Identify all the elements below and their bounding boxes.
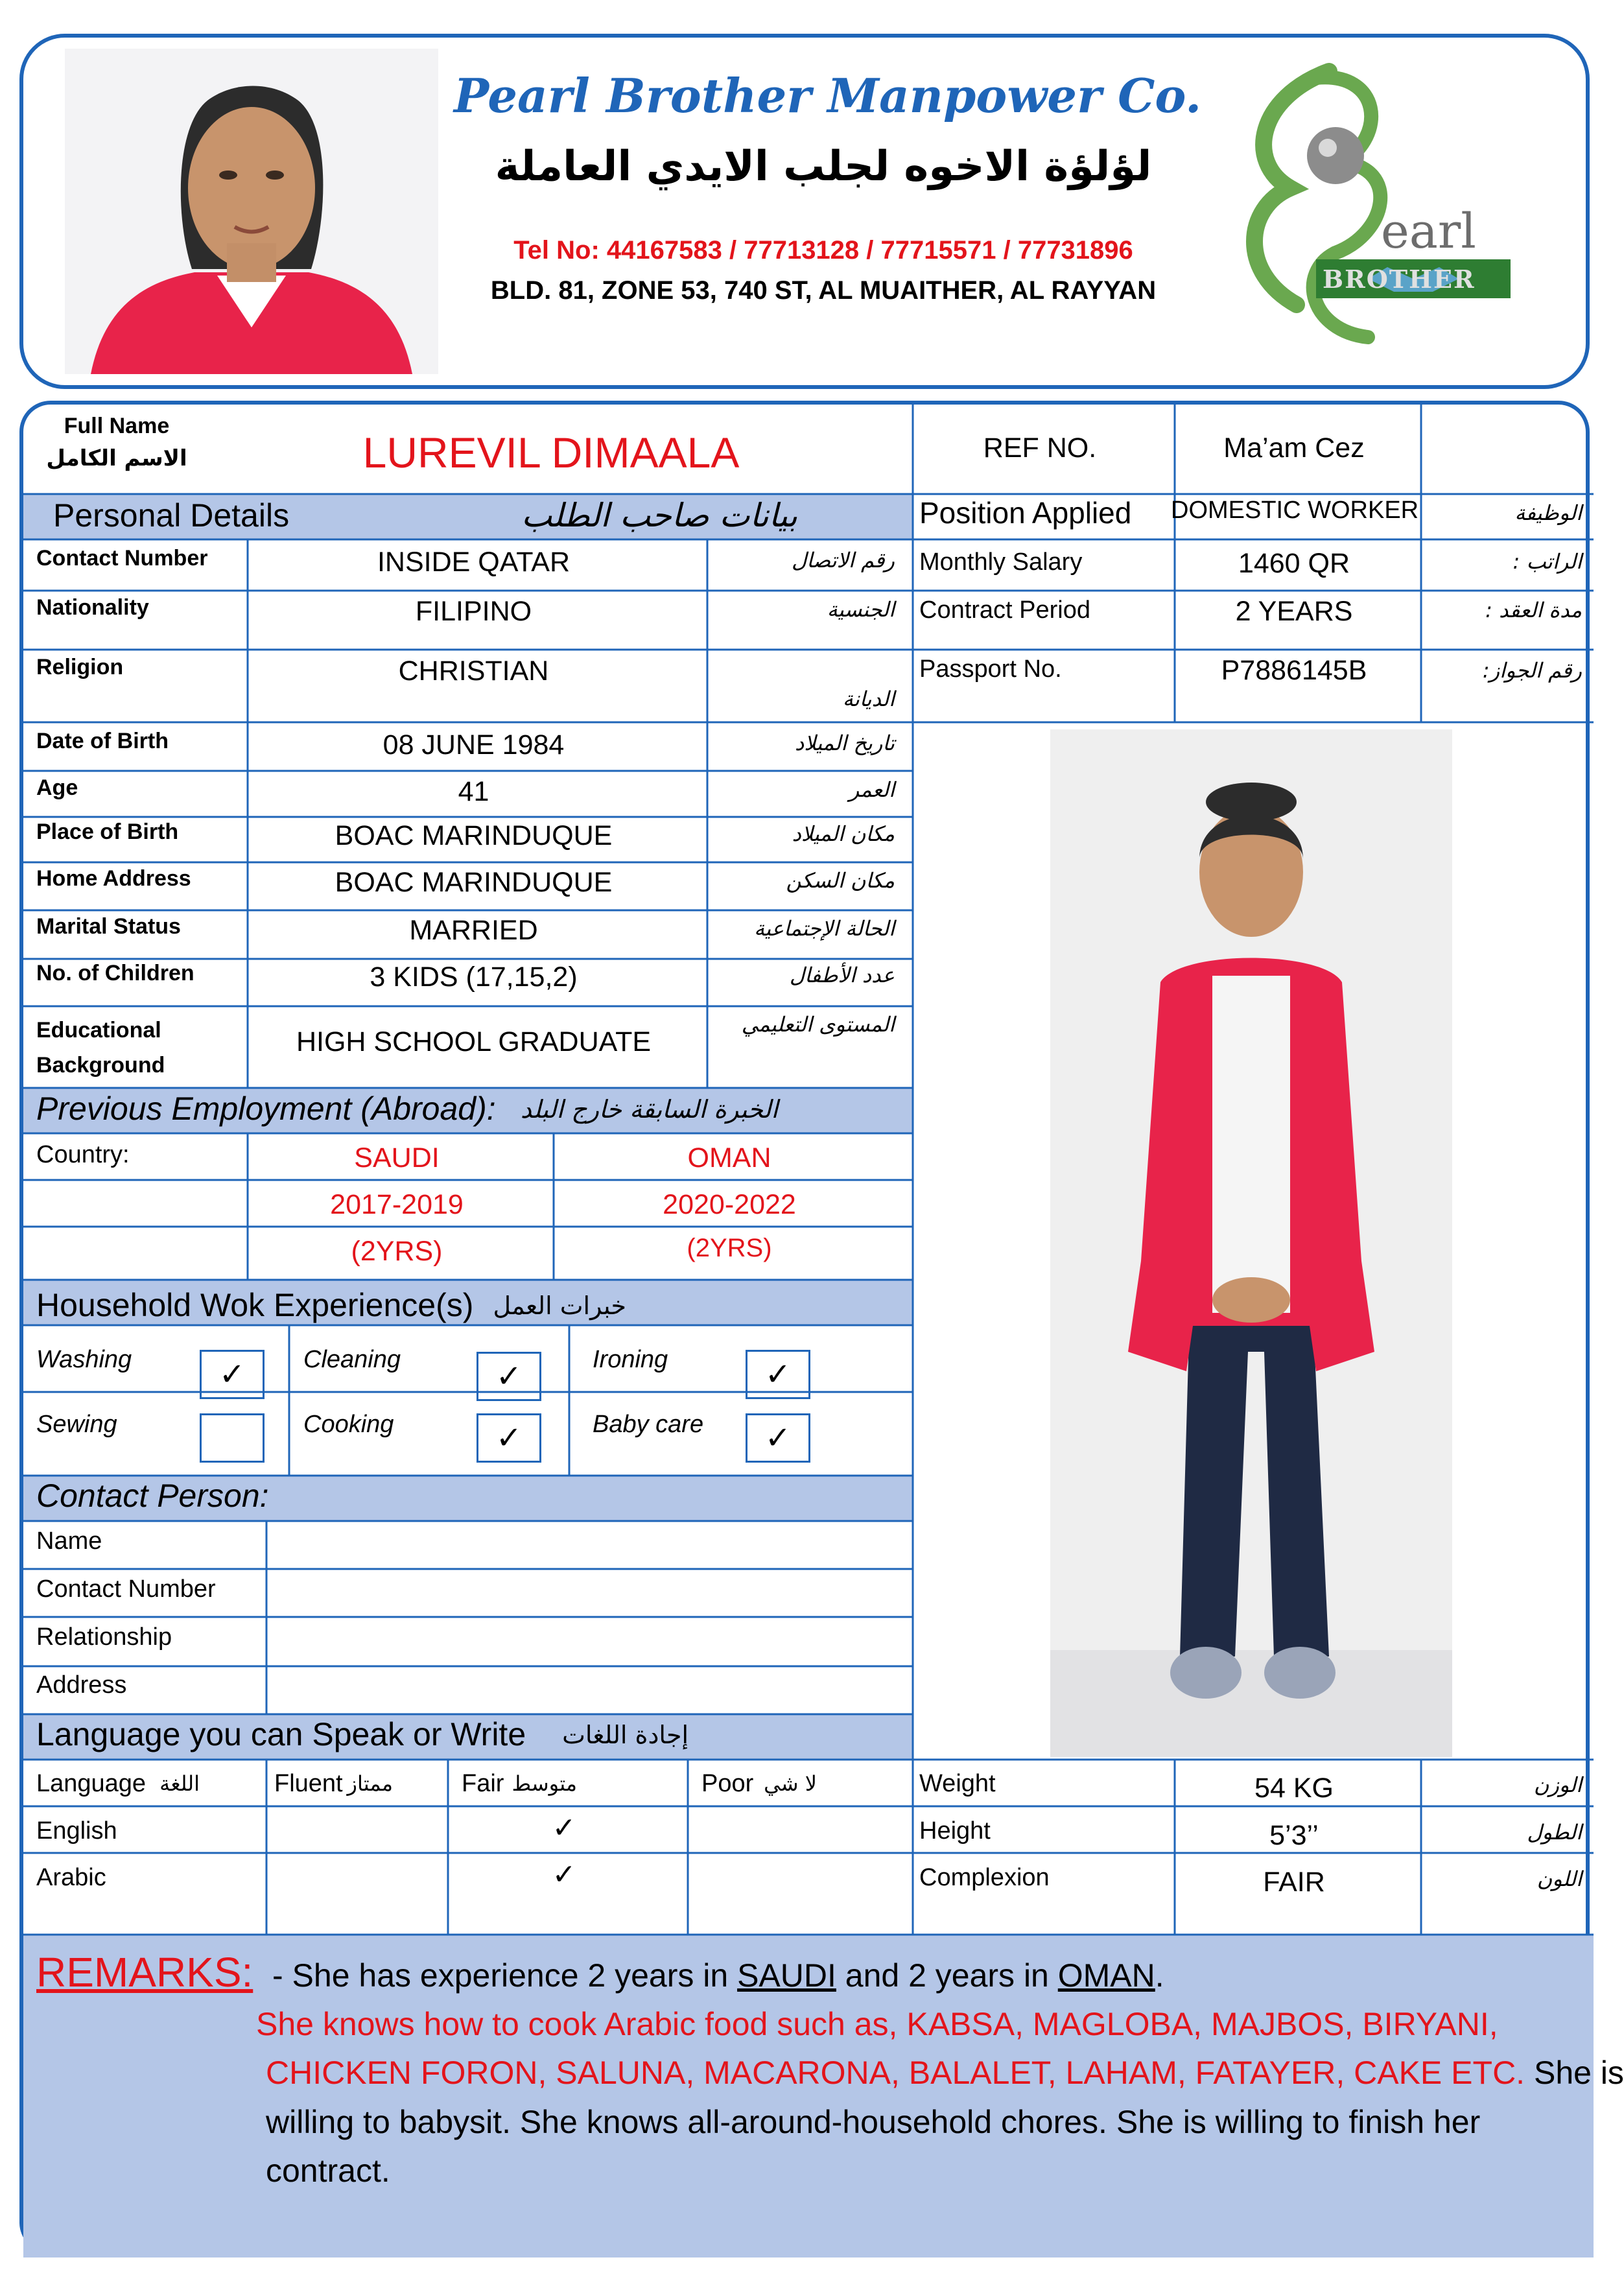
language-row-english: English bbox=[36, 1817, 117, 1845]
skill-baby-care-label: Baby care bbox=[593, 1411, 704, 1438]
poor-header-arabic: لا شي bbox=[764, 1771, 817, 1796]
personal-row-value: BOAC MARINDUQUE bbox=[335, 820, 613, 851]
company-name-arabic: لؤلؤة الاخوه لجلب الايدي العاملة bbox=[495, 143, 1152, 191]
weight-arabic: الوزن bbox=[1533, 1773, 1582, 1797]
skill-sewing-label: Sewing bbox=[36, 1411, 117, 1438]
fair-header-arabic: متوسط bbox=[512, 1771, 577, 1796]
full-name-label-arabic: الاسم الكامل bbox=[46, 445, 187, 471]
personal-row-value: 08 JUNE 1984 bbox=[382, 729, 565, 760]
height-label: Height bbox=[919, 1817, 991, 1845]
household-experience-title: Household Wok Experience(s) bbox=[36, 1287, 474, 1323]
passport-no-arabic: رقم الجواز: bbox=[1482, 658, 1582, 683]
monthly-salary-arabic: الراتب : bbox=[1512, 549, 1582, 574]
full-name-label: Full Name bbox=[64, 414, 170, 438]
personal-row-arabic: تاريخ الميلاد bbox=[795, 731, 895, 755]
remarks-line-1-part-a: - She has experience 2 years in bbox=[272, 1957, 738, 1994]
fair-header: Fair bbox=[462, 1770, 504, 1797]
language-title: Language you can Speak or Write bbox=[36, 1716, 526, 1752]
personal-row-label: Marital Status bbox=[36, 914, 181, 939]
skill-sewing-checkbox[interactable] bbox=[200, 1413, 265, 1463]
language-header-arabic: اللغة bbox=[159, 1771, 200, 1796]
skill-cleaning-label: Cleaning bbox=[303, 1346, 401, 1373]
personal-row-label: Contact Number bbox=[36, 546, 208, 571]
personal-row-value: CHRISTIAN bbox=[398, 655, 549, 687]
personal-row-label: Date of Birth bbox=[36, 729, 169, 753]
language-header: Language bbox=[36, 1770, 147, 1797]
personal-row-value: BOAC MARINDUQUE bbox=[335, 867, 613, 898]
complexion-label: Complexion bbox=[919, 1864, 1050, 1891]
personal-row-label-line-1: Educational bbox=[36, 1018, 161, 1043]
skill-baby-care-checkbox[interactable]: ✓ bbox=[746, 1413, 810, 1463]
personal-row-value: FILIPINO bbox=[415, 596, 532, 627]
personal-row-value: INSIDE QATAR bbox=[377, 547, 571, 578]
employment-duration-2: (2YRS) bbox=[687, 1234, 772, 1262]
personal-details-title: Personal Details bbox=[53, 497, 290, 534]
position-applied-arabic: الوظيفة bbox=[1514, 501, 1582, 525]
remarks-line-1-part-e: . bbox=[1155, 1957, 1164, 1994]
personal-row-arabic: الديانة bbox=[842, 687, 895, 711]
previous-employment-title-arabic: الخبرة السابقة خارج البلد bbox=[520, 1095, 778, 1124]
company-logo bbox=[1219, 58, 1517, 363]
personal-row-arabic: العمر bbox=[849, 777, 895, 802]
contract-period-value: 2 YEARS bbox=[1235, 596, 1353, 627]
skill-cooking-label: Cooking bbox=[303, 1411, 394, 1438]
personal-row-arabic: الحالة الإجتماعية bbox=[754, 916, 895, 941]
fluent-header-arabic: ممتاز bbox=[347, 1771, 393, 1796]
personal-row-label: No. of Children bbox=[36, 961, 194, 985]
personal-row-value: 3 KIDS (17,15,2) bbox=[370, 961, 578, 993]
arabic-fair-mark: ✓ bbox=[552, 1859, 576, 1891]
applicant-full-body-photo bbox=[1050, 729, 1452, 1757]
remarks-line-4: willing to babysit. She knows all-around-household chores. She is willing to finish her bbox=[266, 2104, 1481, 2140]
household-experience-title-arabic: خبرات العمل bbox=[493, 1291, 626, 1320]
poor-header: Poor bbox=[701, 1770, 754, 1797]
skill-washing-label: Washing bbox=[36, 1346, 132, 1373]
country-label: Country: bbox=[36, 1141, 130, 1168]
ref-no-value: Ma’am Cez bbox=[1223, 432, 1365, 464]
height-arabic: الطول bbox=[1527, 1820, 1582, 1845]
remarks-line-2: She knows how to cook Arabic food such as, KABSA, MAGLOBA, MAJBOS, BIRYANI, bbox=[256, 2006, 1498, 2042]
contract-period-label: Contract Period bbox=[919, 596, 1091, 624]
fluent-header: Fluent bbox=[274, 1770, 343, 1797]
remarks-oman: OMAN bbox=[1057, 1957, 1155, 1994]
remarks-line-3-black: She is bbox=[1525, 2055, 1624, 2091]
position-applied-label: Position Applied bbox=[919, 496, 1132, 530]
skill-ironing-checkbox[interactable]: ✓ bbox=[746, 1350, 810, 1399]
personal-row-value: MARRIED bbox=[409, 915, 538, 946]
height-value: 5’3’’ bbox=[1269, 1820, 1319, 1851]
remarks-line-5: contract. bbox=[266, 2152, 390, 2189]
company-name: Pearl Brother Manpower Co. bbox=[454, 68, 1202, 123]
contact-person-address-label: Address bbox=[36, 1671, 127, 1699]
passport-no-value: P7886145B bbox=[1221, 655, 1367, 686]
personal-row-label: Religion bbox=[36, 655, 124, 679]
weight-value: 54 KG bbox=[1254, 1773, 1334, 1804]
personal-row-arabic: عدد الأطفال bbox=[789, 963, 895, 987]
english-fair-mark: ✓ bbox=[552, 1812, 576, 1844]
remarks-line-1 bbox=[272, 1959, 1164, 1992]
applicant-headshot bbox=[65, 49, 438, 374]
company-address: BLD. 81, ZONE 53, 740 ST, AL MUAITHER, AL RAYYAN bbox=[490, 276, 1157, 305]
employment-years-1: 2017-2019 bbox=[330, 1189, 464, 1220]
monthly-salary-value: 1460 QR bbox=[1238, 548, 1350, 579]
employment-years-2: 2020-2022 bbox=[663, 1189, 796, 1220]
skill-washing-checkbox[interactable]: ✓ bbox=[200, 1350, 265, 1399]
passport-no-label: Passport No. bbox=[919, 655, 1062, 683]
skill-cooking-checkbox[interactable]: ✓ bbox=[477, 1413, 541, 1463]
personal-row-arabic: مكان السكن bbox=[786, 868, 895, 893]
personal-row-label-line-2: Background bbox=[36, 1053, 165, 1078]
ref-no-label: REF NO. bbox=[983, 432, 1097, 464]
personal-row-label: Age bbox=[36, 775, 78, 800]
complexion-value: FAIR bbox=[1263, 1867, 1325, 1898]
skill-cleaning-checkbox[interactable]: ✓ bbox=[477, 1352, 541, 1401]
personal-row-label: Nationality bbox=[36, 595, 149, 620]
logo-text-brother: BROTHER bbox=[1323, 265, 1476, 294]
complexion-arabic: اللون bbox=[1536, 1867, 1582, 1891]
remarks-line-1-part-c: and 2 years in bbox=[836, 1957, 1058, 1994]
employment-country-1: SAUDI bbox=[354, 1142, 440, 1173]
contract-period-arabic: مدة العقد : bbox=[1485, 598, 1582, 622]
position-applied-value: DOMESTIC WORKER bbox=[1171, 497, 1419, 524]
language-row-arabic: Arabic bbox=[36, 1864, 106, 1891]
remarks-saudi: SAUDI bbox=[737, 1957, 836, 1994]
contact-person-name-label: Name bbox=[36, 1527, 102, 1555]
company-telephone: Tel No: 44167583 / 77713128 / 77715571 / 77731896 bbox=[513, 236, 1133, 265]
personal-row-arabic: رقم الاتصال bbox=[791, 548, 895, 572]
personal-row-arabic: المستوى التعليمي bbox=[741, 1012, 895, 1037]
logo-text-earl: earl bbox=[1381, 204, 1476, 259]
contact-person-title: Contact Person: bbox=[36, 1478, 269, 1514]
personal-row-label: Place of Birth bbox=[36, 819, 179, 844]
personal-row-label-educational bbox=[36, 1013, 165, 1083]
previous-employment-title: Previous Employment (Abroad): bbox=[36, 1090, 496, 1127]
employment-country-2: OMAN bbox=[687, 1142, 771, 1173]
personal-row-arabic: الجنسية bbox=[827, 597, 895, 622]
remarks-label: REMARKS: bbox=[36, 1949, 253, 1996]
applicant-full-name: LUREVIL DIMAALA bbox=[362, 429, 740, 477]
contact-person-relationship-label: Relationship bbox=[36, 1623, 172, 1651]
personal-details-title-arabic: بيانات صاحب الطلب bbox=[521, 497, 797, 534]
employment-duration-1: (2YRS) bbox=[351, 1236, 443, 1267]
contact-person-number-label: Contact Number bbox=[36, 1575, 216, 1603]
language-title-arabic: إجادة اللغات bbox=[562, 1721, 688, 1749]
remarks-line-3-red: CHICKEN FORON, SALUNA, MACARONA, BALALET, LAHAM, FATAYER, CAKE ETC. bbox=[266, 2055, 1525, 2091]
monthly-salary-label: Monthly Salary bbox=[919, 548, 1083, 576]
personal-row-value: 41 bbox=[458, 776, 489, 807]
remarks-line-3 bbox=[266, 2057, 1624, 2089]
personal-row-value: HIGH SCHOOL GRADUATE bbox=[296, 1026, 652, 1057]
weight-label: Weight bbox=[919, 1770, 996, 1797]
personal-row-label: Home Address bbox=[36, 866, 191, 891]
personal-row-arabic: مكان الميلاد bbox=[792, 821, 895, 846]
skill-ironing-label: Ironing bbox=[593, 1346, 668, 1373]
